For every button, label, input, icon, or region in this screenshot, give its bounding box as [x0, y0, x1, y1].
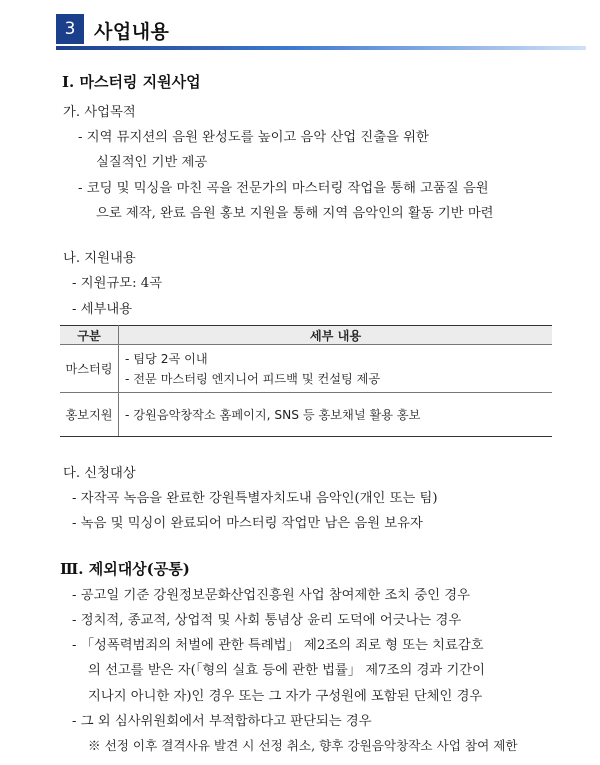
support-scale: - 지원규모: 4곡	[72, 276, 163, 291]
eligibility-line: - 녹음 및 믹싱이 완료되어 마스터링 작업만 남은 음원 보유자	[72, 516, 423, 531]
purpose-line: - 코딩 및 믹싱을 마친 곡을 전문가의 마스터링 작업을 통해 고품질 음원	[78, 181, 489, 196]
exclusion-note: ※ 선정 이후 결격사유 발견 시 선정 취소, 향후 강원음악창작소 사업 참여 제한	[88, 738, 518, 753]
purpose-line: 으로 제작, 완료 음원 홍보 지원을 통해 지역 음악인의 활동 기반 마련	[96, 206, 494, 221]
table-row	[60, 345, 552, 393]
eligibility-label: 다. 신청대상	[63, 466, 136, 481]
purpose-line: - 지역 뮤지션의 음원 완성도를 높이고 음악 산업 진출을 위한	[78, 130, 429, 145]
table-cell-category: 홍보지원	[60, 393, 119, 437]
exclusion-line: 의 선고를 받은 자(「형의 실효 등에 관한 법률」 제7조의 경과 기간이	[88, 663, 485, 678]
table-cell-item: - 전문 마스터링 엔지니어 피드백 및 컨설팅 제공	[125, 371, 381, 386]
table-cell-category: 마스터링	[60, 345, 119, 393]
part1-heading: I. 마스터링 지원사업	[62, 73, 201, 91]
section-header	[56, 14, 586, 48]
table-header-category: 구분	[60, 326, 119, 345]
table-cell-detail	[119, 345, 553, 393]
table-cell-detail	[119, 393, 553, 437]
table-header-detail: 세부 내용	[119, 326, 553, 345]
part3-heading: Ⅲ. 제외대상(공통)	[60, 560, 190, 578]
section-underline	[56, 46, 586, 50]
section-number: 3	[56, 14, 84, 44]
exclusion-line: - 정치적, 종교적, 상업적 및 사회 통념상 윤리 도덕에 어긋나는 경우	[72, 613, 462, 628]
exclusion-line: 지나지 아니한 자)인 경우 또는 그 자가 구성원에 포함된 단체인 경우	[88, 689, 483, 704]
purpose-label: 가. 사업목적	[63, 105, 136, 120]
eligibility-line: - 자작곡 녹음을 완료한 강원특별자치도내 음악인(개인 또는 팀)	[72, 491, 438, 506]
content-label: 나. 지원내용	[63, 251, 136, 266]
exclusion-line: - 그 외 심사위원회에서 부적합하다고 판단되는 경우	[72, 714, 372, 729]
detail-label: - 세부내용	[72, 302, 133, 317]
table-cell-item: - 강원음악창작소 홈페이지, SNS 등 홍보채널 활용 홍보	[125, 407, 421, 422]
section-title: 사업내용	[94, 21, 170, 43]
exclusion-line: - 「성폭력범죄의 처벌에 관한 특례법」 제2조의 죄로 형 또는 치료감호	[72, 638, 484, 653]
table-header-row	[60, 326, 552, 345]
support-detail-table	[60, 325, 552, 437]
exclusion-line: - 공고일 기준 강원정보문화산업진흥원 사업 참여제한 조치 중인 경우	[72, 588, 470, 603]
table-cell-item: - 팀당 2곡 이내	[125, 351, 208, 366]
purpose-line: 실질적인 기반 제공	[96, 155, 208, 170]
table-row	[60, 393, 552, 437]
